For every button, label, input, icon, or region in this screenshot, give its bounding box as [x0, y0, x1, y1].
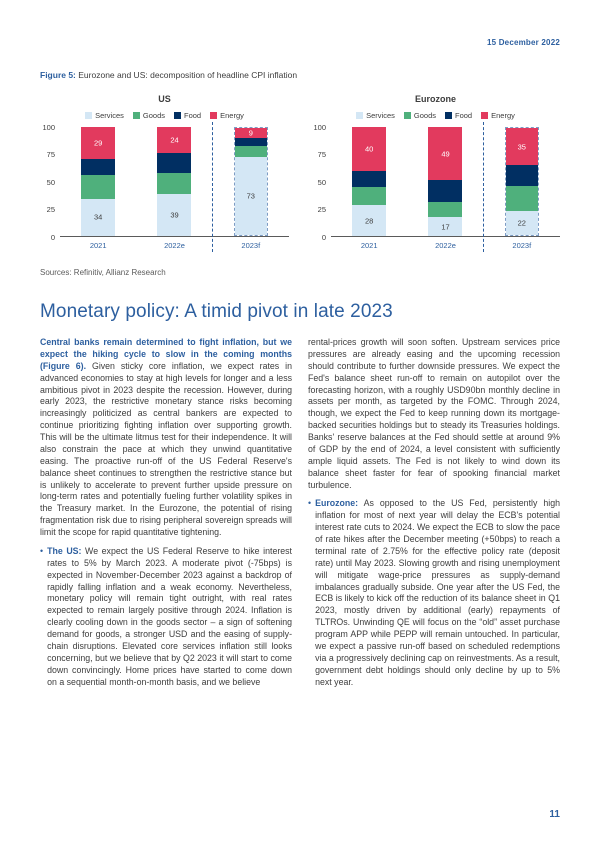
- bar-segment-goods: [157, 173, 191, 194]
- y-tick-label: 0: [50, 232, 55, 242]
- legend-swatch-services: [85, 112, 92, 119]
- legend-item-services: [356, 111, 395, 120]
- bar-slot: [136, 127, 212, 236]
- bar-value-label: 22: [517, 218, 526, 228]
- bar-value-label: 17: [441, 221, 450, 231]
- bar-segment-food: [352, 171, 386, 187]
- stacked-bar-2021: [352, 127, 386, 236]
- bullet-eurozone: [308, 498, 560, 695]
- legend-label: Energy: [491, 111, 515, 120]
- legend-swatch-energy: [481, 112, 488, 119]
- bar-segment-services: [81, 199, 115, 236]
- bar-segment-energy: [235, 128, 267, 138]
- legend-swatch-goods: [404, 112, 411, 119]
- bar-segment-services: [352, 205, 386, 236]
- legend-item-food: [174, 111, 201, 120]
- legend-label: Food: [184, 111, 202, 120]
- bar-segment-food: [81, 159, 115, 175]
- bar-segment-goods: [81, 175, 115, 199]
- bar-segment-goods: [352, 187, 386, 206]
- y-tick-label: 0: [321, 232, 326, 242]
- legend-item-energy: [210, 111, 244, 120]
- y-tick-label: 100: [42, 122, 55, 132]
- x-axis-label-2022e: 2022e: [435, 241, 456, 250]
- stacked-bar-2021: [81, 127, 115, 236]
- legend-swatch-food: [445, 112, 452, 119]
- bar-slot: [213, 127, 289, 236]
- intro-lead: Central banks remain determined to fight inflation, but we expect the hiking cycle to slow in the coming months (Figure 6).: [40, 337, 292, 371]
- legend-label: Services: [95, 111, 124, 120]
- bar-segment-food: [506, 165, 538, 185]
- bullet-marker: •: [308, 498, 312, 509]
- forecast-divider-line: [212, 122, 213, 252]
- legend-item-services: [85, 111, 124, 120]
- x-axis-label-2021: 2021: [360, 241, 378, 250]
- bar-value-label: 9: [248, 128, 253, 138]
- bullet-us-paragraph: [47, 546, 292, 689]
- bar-segment-services: [428, 217, 462, 236]
- x-axis-label-2022e: 2022e: [164, 241, 185, 250]
- x-axis-label-2023f: 2023f: [512, 241, 532, 250]
- chart-legend-us: [40, 111, 289, 120]
- bar-segment-food: [428, 180, 462, 202]
- bullet-eurozone-body: As opposed to the US Fed, persistently high inflation for most of next year will delay the ECB's potential interest rate cuts to 2024. We expect the ECB to slow the pace of rate hikes after the December meeting (+50bps) to reach a terminal rate of 2.75% for the effective policy rate (deposit rate) until May 2023. Slowing growth and rising unemployment will mitigate wage-price pressures as supply-demand imbalances gradually subside. One year after the US Fed, the ECB is likely to kick off the reduction of its balance sheet in Q1 2023, mostly driven by additional (early) repayments of TLTROs. Unwinding QE will focus on the “old” asset purchase program APP while PEPP will remain untouched. In particular, we expect a passive run-off based on scheduled redemptions via a progressively declining cap on reinvestments. As a result, government debt holdings should only decline by up to 5% next year.: [315, 498, 560, 687]
- legend-swatch-goods: [133, 112, 140, 119]
- column-left: [40, 337, 292, 695]
- bullet-us-body: We expect the US Federal Reserve to hike interest rates to 5% by March 2023. A moderate pivot (-75bps) is expected in November-December 2023 against a backdrop of rapidly falling inflation and a weak economy. Nevertheless, monetary policy will remain tight outright, with real rates expected to remain largely positive through 2024. Inflation is clearly cooling down in the goods sector – a sign of softening demand for goods, a stronger USD and the easing of supply-chain disruptions. Elevated core services inflation still looks concerning, but we believe that by Q2 2023 it will start to come down convincingly. Home prices have started to come down on a sequential month-on-month basis, and we believe: [47, 545, 292, 687]
- bar-value-label: 40: [364, 144, 374, 154]
- legend-item-goods: [404, 111, 436, 120]
- stacked-bar-2023f: [234, 127, 268, 236]
- legend-swatch-energy: [210, 112, 217, 119]
- bar-segment-food: [157, 153, 191, 173]
- y-tick-label: 50: [317, 177, 326, 187]
- bar-value-label: 35: [517, 142, 526, 151]
- x-axis-labels: [60, 241, 289, 250]
- bar-segment-services: [235, 157, 267, 235]
- figure-caption-text: Eurozone and US: decomposition of headline CPI inflation: [75, 70, 298, 80]
- plot-area: [331, 127, 560, 237]
- x-axis-labels: [331, 241, 560, 250]
- legend-label: Energy: [220, 111, 244, 120]
- body-columns: [40, 337, 560, 695]
- legend-label: Goods: [142, 111, 165, 120]
- page-number: 11: [549, 809, 560, 820]
- report-date: 15 December 2022: [486, 38, 560, 47]
- y-tick-label: 75: [46, 149, 55, 159]
- legend-item-energy: [481, 111, 515, 120]
- stacked-bar-2022e: [157, 127, 191, 236]
- legend-item-goods: [133, 111, 165, 120]
- plot-area: [60, 127, 289, 237]
- bar-slot: [407, 127, 483, 236]
- bar-segment-services: [157, 194, 191, 237]
- figure-caption-label: Figure 5:: [40, 70, 76, 80]
- bar-segment-services: [506, 211, 538, 235]
- stacked-bar-2022e: [428, 127, 462, 236]
- chart-title-eurozone: Eurozone: [414, 94, 456, 104]
- chart-plot-us: [40, 122, 289, 242]
- column-right: [308, 337, 560, 695]
- bar-segment-food: [235, 138, 267, 147]
- bullet-eurozone-paragraph: [315, 498, 560, 688]
- y-tick-label: 25: [317, 204, 326, 214]
- bar-value-label: 28: [364, 215, 374, 225]
- bullet-eurozone-label: Eurozone:: [315, 498, 359, 509]
- bar-segment-energy: [428, 127, 462, 180]
- bar-segment-energy: [352, 127, 386, 171]
- bar-value-label: 29: [93, 138, 103, 148]
- y-axis: [40, 122, 60, 242]
- y-tick-label: 100: [313, 122, 326, 132]
- legend-label: Services: [366, 111, 395, 120]
- y-tick-label: 25: [46, 204, 55, 214]
- intro-paragraph: [40, 337, 292, 539]
- figure-caption: [40, 70, 560, 80]
- bar-slot: [60, 127, 136, 236]
- bar-value-label: 34: [93, 212, 103, 222]
- chart-us: [40, 94, 289, 250]
- legend-swatch-food: [174, 112, 181, 119]
- bar-segment-goods: [506, 186, 538, 212]
- bar-value-label: 73: [246, 191, 255, 201]
- x-axis-label-2021: 2021: [89, 241, 107, 250]
- bullet-us-label: The US:: [47, 545, 82, 556]
- bar-segment-goods: [235, 146, 267, 157]
- figure-charts: [40, 94, 560, 250]
- chart-plot-eurozone: [311, 122, 560, 242]
- bar-slot: [484, 127, 560, 236]
- legend-label: Food: [455, 111, 473, 120]
- legend-item-food: [445, 111, 472, 120]
- bullet-us: [40, 546, 292, 696]
- legend-swatch-services: [356, 112, 363, 119]
- bar-value-label: 49: [441, 148, 450, 158]
- stacked-bar-2023f: [505, 127, 539, 236]
- x-axis-label-2023f: 2023f: [241, 241, 261, 250]
- section-title: Monetary policy: A timid pivot in late 2023: [40, 301, 393, 322]
- chart-eurozone: [311, 94, 560, 250]
- y-tick-label: 75: [317, 149, 326, 159]
- sources-note: Sources: Refinitiv, Allianz Research: [40, 268, 166, 277]
- intro-body: Given sticky core inflation, we expect rates in advanced economies to stay at high levels for longer and a less ambitious pivot in 2023 despite the recession. However, during early 2023, the restrictive monetary stance risks becoming increasingly politicized as central bankers are expected to continue prioritizing fighting inflation over supporting growth. This will be the ultimate litmus test for their independence. It will also constrain the pace at which they unwind quantitative easing. The proactive run-off of the US Federal Reserve's balance sheet continues to strengthen the restrictive stance but is unlikely to accelerate to prevent further upside pressure on long-term rates and potentially fueling further volatility spikes in the Treasury market. In the Eurozone, the potential of rising fragmentation risk due to rising peripheral sovereign spreads will limit the scope for rapid quantitative tightening.: [40, 360, 292, 537]
- chart-title-us: US: [158, 94, 171, 104]
- legend-label: Goods: [413, 111, 436, 120]
- bar-slot: [331, 127, 407, 236]
- y-tick-label: 50: [46, 177, 55, 187]
- bar-segment-energy: [506, 128, 538, 165]
- continuation-paragraph: rental-prices growth will soon soften. Upstream services price pressures are already easing and the upcoming recession should contribute to further downside pressures. We expect the Fed's balance sheet run-off to remain on autopilot over the forecasting horizon, with a roughly USD90bn monthly decline in assets per month, as targeted by the FOMC. Through 2024, though, we expect the Fed to keep running down its mortgage-backed securities holdings but to steady its Treasuries holdings. Banks' reserve balances at the Fed should settle at around 9% of GDP by the end of 2024, a level consistent with sufficiently ample liquid assets. The Fed is not likely to wind down its balance sheet faster for fear of spooking financial market turbulence.: [308, 337, 560, 490]
- bullet-marker: •: [40, 545, 44, 556]
- bar-segment-energy: [157, 127, 191, 153]
- chart-legend-eurozone: [311, 111, 560, 120]
- y-axis: [311, 122, 331, 242]
- bar-segment-energy: [81, 127, 115, 159]
- bar-segment-goods: [428, 202, 462, 217]
- bar-value-label: 24: [170, 135, 179, 145]
- forecast-divider-line: [483, 122, 484, 252]
- bar-value-label: 39: [170, 210, 179, 219]
